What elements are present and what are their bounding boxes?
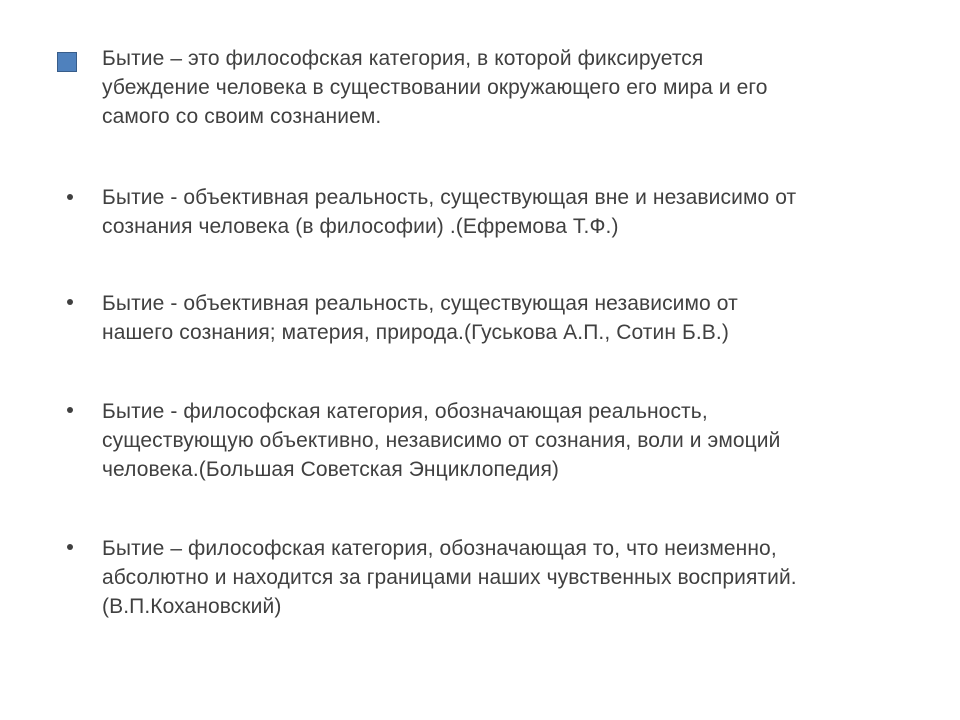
definition-line: нашего сознания; материя, природа.(Гуськова А.П., Сотин Б.В.) <box>102 321 729 344</box>
square-bullet-icon <box>57 52 77 72</box>
definition-line: сознания человека (в философии) .(Ефремова Т.Ф.) <box>102 215 619 238</box>
definition-line: Бытие - объективная реальность, существующая независимо от <box>102 292 738 315</box>
definition-line: абсолютно и находится за границами наших чувственных восприятий. <box>102 566 797 589</box>
definition-line: человека.(Большая Советская Энциклопедия) <box>102 458 560 481</box>
definition-line: Бытие - философская категория, обозначающая реальность, <box>102 400 708 423</box>
definition-item-5 <box>102 534 922 621</box>
definition-line: Бытие - объективная реальность, существующая вне и независимо от <box>102 186 797 209</box>
definition-line: существующую объективно, независимо от сознания, воли и эмоций <box>102 429 781 452</box>
definition-item-4 <box>102 397 922 484</box>
definition-line: убеждение человека в существовании окружающего его мира и его <box>102 76 768 99</box>
definition-line: самого со своим сознанием. <box>102 105 382 128</box>
definition-line: (В.П.Кохановский) <box>102 595 282 618</box>
bullet-dot-icon <box>67 194 73 200</box>
definition-item-1 <box>102 44 922 131</box>
bullet-dot-icon <box>67 407 73 413</box>
definition-line: Бытие – философская категория, обозначающая то, что неизменно, <box>102 537 777 560</box>
bullet-dot-icon <box>67 544 73 550</box>
definition-item-3 <box>102 289 922 347</box>
definition-line: Бытие – это философская категория, в которой фиксируется <box>102 47 704 70</box>
bullet-dot-icon <box>67 299 73 305</box>
definition-item-2 <box>102 183 922 241</box>
